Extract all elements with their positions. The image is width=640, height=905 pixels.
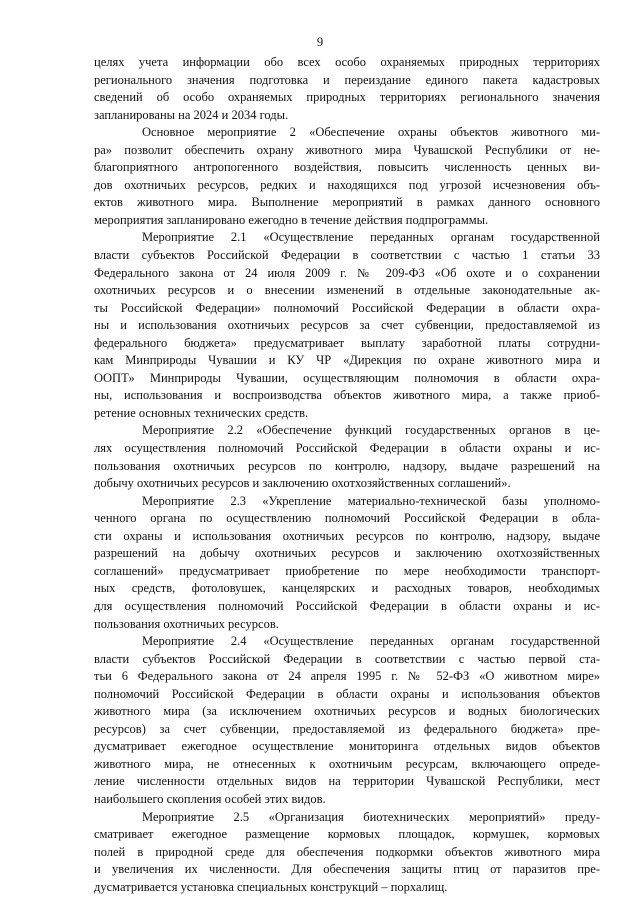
text-line: ченного органа по осуществлению полномочий Российской Федерации в обла- — [94, 511, 600, 526]
text-line: власти субъектов Российской Федерации в соответствии с частью 1 статьи 33 — [94, 248, 600, 263]
text-line: пользования охотничьих ресурсов. — [94, 616, 279, 631]
text-line: сти охраны и использования охотничьих ресурсов по контролю, надзору, выдаче — [94, 528, 600, 543]
text-line: соглашений» предусматривает приобретение по мере необходимости транспорт- — [94, 563, 600, 578]
text-line: дусматривается установка специальных конструкций – порхалищ. — [94, 879, 448, 894]
text-line: ны, использования и воспроизводства объектов животного мира, а также приоб- — [94, 388, 600, 403]
text-line: полномочий Российской Федерации в области охраны и использования объектов — [94, 686, 600, 701]
text-line: животного мира (за исключением охотничьих ресурсов и водных биологических — [94, 704, 600, 719]
text-line: дов охотничьих ресурсов, редких и находящихся под угрозой исчезновения объ- — [94, 177, 600, 192]
text-line: дусматривает ежегодное осуществление мониторинга отдельных видов объектов — [94, 739, 600, 754]
text-line: пользования охотничьих ресурсов по контролю, надзору, выдаче разрешений на — [94, 458, 600, 473]
text-line: Мероприятие 2.1 «Осуществление переданных органам государственной — [142, 230, 600, 245]
text-line: ление численности отдельных видов на территории Чувашской Республики, мест — [94, 774, 600, 789]
text-line: Федерального закона от 24 июля 2009 г. № 209-ФЗ «Об охоте и о сохранении — [94, 265, 600, 280]
text-line: сведений об особо охраняемых природных территориях регионального значения — [94, 90, 600, 105]
text-line: наибольшего скопления особей этих видов. — [94, 791, 326, 806]
paragraph — [94, 493, 600, 633]
text-line: целях учета информации обо всех особо охраняемых природных территориях — [94, 55, 600, 69]
paragraph — [94, 809, 600, 897]
text-line: ООПТ» Минприроды Чувашии, осуществляющим полномочия в области охра- — [94, 370, 600, 385]
text-line: тьи 6 Федерального закона от 24 апреля 1995 г. № 52-ФЗ «О животном мире» — [94, 669, 600, 684]
text-line: власти субъектов Российской Федерации в соответствии с частью первой ста- — [94, 651, 600, 666]
text-line: животного мира, не отнесенных к охотничьим ресурсам, включающего опреде- — [94, 756, 600, 771]
text-line: ектов животного мира. Выполнение мероприятий в рамках данного основного — [94, 195, 600, 210]
text-line: Мероприятие 2.2 «Обеспечение функций государственных органов в це- — [142, 423, 600, 438]
text-line: ресурсов) за счет субвенции, предоставляемой из федерального бюджета» пре- — [94, 721, 600, 736]
text-line: ных средств, фотоловушек, канцелярских и расходных товаров, необходимых — [94, 581, 600, 596]
paragraph — [94, 229, 600, 422]
text-line: для осуществления полномочий Российской Федерации в области охраны и ис- — [94, 598, 600, 613]
text-line: ра» позволит обеспечить охрану животного мира Чувашской Республики от не- — [94, 142, 600, 157]
text-line: и увеличения их численности. Для обеспечения защиты птиц от паразитов пре- — [94, 862, 600, 877]
text-line: регионального значения подготовка и переиздание единого пакета кадастровых — [94, 72, 600, 87]
text-line: ретение основных технических средств. — [94, 405, 309, 420]
text-line: запланированы на 2024 и 2034 годы. — [94, 107, 289, 122]
text-line: сматривает ежегодное размещение кормовых площадок, кормушек, кормовых — [94, 827, 600, 842]
paragraph — [94, 422, 600, 492]
text-line: Мероприятие 2.3 «Укрепление материально-технической базы уполномо- — [142, 493, 600, 508]
text-line: Основное мероприятие 2 «Обеспечение охраны объектов животного ми- — [142, 125, 600, 140]
text-line: Мероприятие 2.5 «Организация биотехнических мероприятий» преду- — [142, 809, 600, 824]
text-line: разрешений на добычу охотничьих ресурсов и заключению охотхозяйственных — [94, 546, 600, 561]
paragraph — [94, 633, 600, 808]
text-line: добычу охотничьих ресурсов и заключению охотхозяйственных соглашений». — [94, 476, 511, 491]
text-line: федерального бюджета» предусматривает выплату заработной платы сотрудни- — [94, 335, 600, 350]
document-body — [94, 54, 600, 896]
text-line: охотничьих ресурсов и о внесении изменений в отдельные законодательные ак- — [94, 283, 600, 298]
text-line: благоприятного антропогенного воздействия, повысить численность ценных ви- — [94, 160, 600, 175]
text-line: мероприятия запланировано ежегодно в течение действия подпрограммы. — [94, 212, 489, 227]
text-line: Мероприятие 2.4 «Осуществление переданных органам государственной — [142, 634, 600, 649]
text-line: ны и использования охотничьих ресурсов за счет субвенции, предоставляемой из — [94, 318, 600, 333]
paragraph — [94, 124, 600, 229]
text-line: лях осуществления полномочий Российской Федерации в области охраны и ис- — [94, 441, 600, 456]
text-line: ты Российской Федерации» полномочий Российской Федерации в области охра- — [94, 300, 600, 315]
paragraph — [94, 54, 600, 124]
text-line: кам Минприроды Чувашии и КУ ЧР «Дирекция по охране животного мира и — [94, 353, 600, 368]
text-line: полей в природной среде для обеспечения подкормки объектов животного мира — [94, 844, 600, 859]
page-number: 9 — [316, 35, 324, 49]
